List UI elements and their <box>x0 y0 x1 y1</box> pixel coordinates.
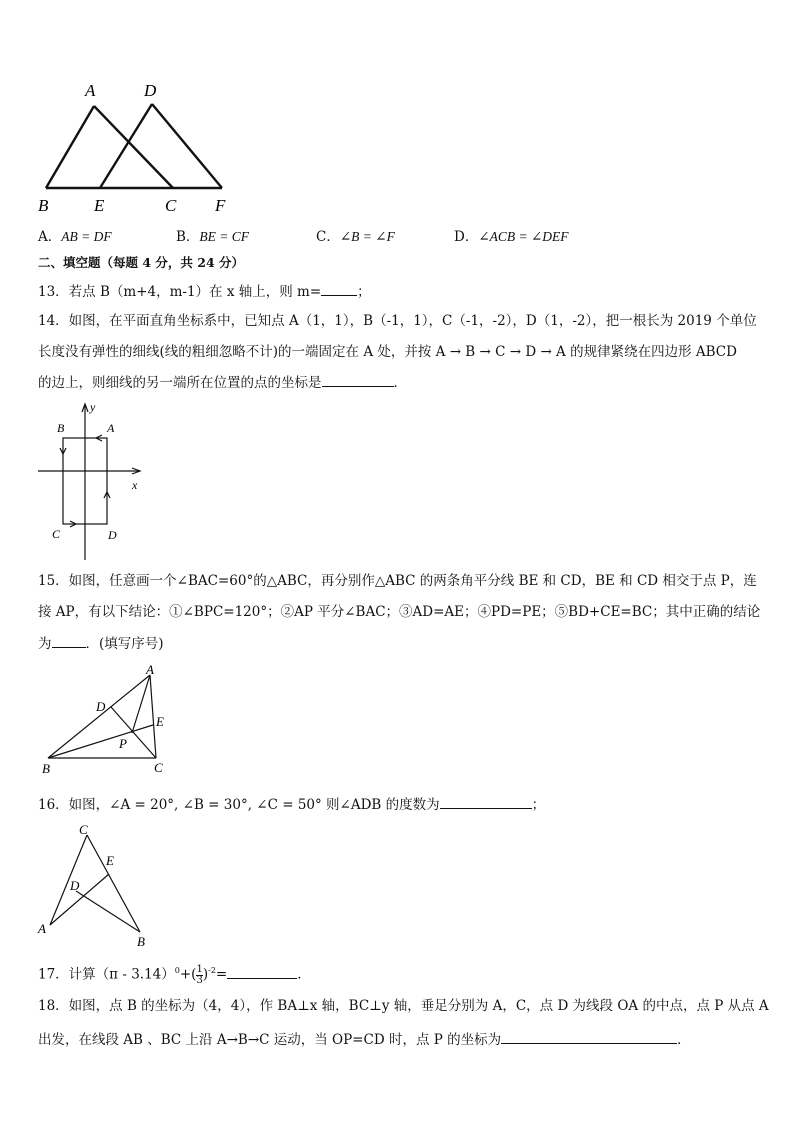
q17-text: 17．计算（π - 3.14） <box>38 966 175 983</box>
q13-end: ； <box>357 284 371 300</box>
question-13 <box>38 282 371 301</box>
q17-denominator: 3 <box>196 974 203 986</box>
q17-answer-blank[interactable] <box>227 965 297 979</box>
label-b: B <box>42 761 50 776</box>
q18-line-1: 18．如图，点 B 的坐标为（4，4），作 BA⊥x 轴，BC⊥y 轴，垂足分别为 A，C，点 D 为线段 OA 的中点，点 P 从点 A <box>38 998 769 1014</box>
segment-ae <box>50 874 109 925</box>
segment-ca <box>50 835 87 925</box>
q12-option-c[interactable]: C．∠B = ∠F <box>316 229 395 245</box>
q14-answer-blank[interactable] <box>322 373 394 387</box>
label-b: B <box>57 421 65 435</box>
label-a: A <box>38 921 46 936</box>
label-a: A <box>107 421 115 435</box>
label-p: P <box>119 736 127 751</box>
segment-cb <box>87 835 140 932</box>
q16-end: ； <box>531 797 546 813</box>
figure-q14-coordinate-plane <box>30 398 155 563</box>
segment-ab <box>46 106 94 188</box>
q16-answer-blank[interactable] <box>440 795 532 809</box>
label-y: y <box>90 400 96 414</box>
q15-end: ．(填写序号) <box>85 636 164 652</box>
q12-option-b[interactable]: B．BE = CF <box>176 229 250 245</box>
label-e: E <box>106 853 114 868</box>
q13-text: 13．若点 B（m+4，m-1）在 x 轴上，则 m= <box>38 284 322 300</box>
q17-exponent: -2 <box>208 966 216 975</box>
label-a: A <box>146 662 154 677</box>
label-b: B <box>137 934 145 949</box>
question-16 <box>38 795 545 814</box>
label-b: B <box>38 196 49 215</box>
label-c: C <box>79 822 88 837</box>
label-x: x <box>132 478 138 492</box>
label-f: F <box>215 196 226 215</box>
figure-q15-triangle <box>32 662 182 777</box>
q15-line-2: 接 AP，有以下结论：①∠BPC=120°；②AP 平分∠BAC；③AD=AE；④PD=PE；⑤BD+CE=BC；其中正确的结论 <box>38 604 761 620</box>
q15-line-3 <box>38 634 164 653</box>
label-d: D <box>70 878 80 893</box>
segment-db <box>76 891 140 932</box>
segment-ed <box>100 104 152 188</box>
q18-answer-blank[interactable] <box>501 1030 677 1044</box>
q18-end: ． <box>677 1032 691 1048</box>
segment-ap <box>132 675 150 733</box>
q17-numerator: 1 <box>196 963 203 975</box>
question-17 <box>38 962 311 986</box>
q12-options <box>38 228 569 246</box>
q12-option-a[interactable]: A．AB = DF <box>38 229 112 245</box>
label-e: E <box>156 714 164 729</box>
label-d: D <box>144 81 157 100</box>
label-c: C <box>52 527 61 541</box>
q18-text: 出发，在线段 AB 、BC 上沿 A→B→C 运动，当 OP=CD 时，点 P 的坐标为 <box>38 1032 502 1048</box>
q13-answer-blank[interactable] <box>321 282 357 296</box>
q17-exponent-zero: 0 <box>174 966 180 975</box>
q14-line-3 <box>38 373 407 392</box>
label-c: C <box>154 760 163 775</box>
label-e: E <box>94 196 105 215</box>
figure-q16-dart <box>32 822 162 950</box>
q17-end: ． <box>297 966 311 983</box>
q14-line-1: 14．如图，在平面直角坐标系中，已知点 A（1，1），B（-1，1），C（-1，-2），D（1，-2），把一根长为 2019 个单位 <box>38 313 757 329</box>
label-d: D <box>96 699 106 714</box>
q15-answer-blank[interactable] <box>52 634 86 648</box>
q14-end: ． <box>393 375 407 391</box>
q17-equals: = <box>215 966 228 983</box>
figure-q12-triangles <box>30 78 240 218</box>
label-d: D <box>108 528 117 542</box>
segment-ba <box>48 675 150 758</box>
label-a: A <box>85 81 96 100</box>
segment-cd <box>111 707 156 758</box>
q15-line-1: 15．如图，任意画一个∠BAC=60°的△ABC，再分别作△ABC 的两条角平分线 BE 和 CD，BE 和 CD 相交于点 P，连 <box>38 573 757 589</box>
q12-option-d[interactable]: D．∠ACB = ∠DEF <box>454 229 569 245</box>
q17-plus: +( <box>179 966 197 983</box>
q14-text: 的边上，则细线的另一端所在位置的点的坐标是 <box>38 375 322 391</box>
q18-line-2 <box>38 1030 691 1049</box>
segment-ac <box>94 106 173 188</box>
segment-be <box>48 725 153 758</box>
q16-text: 16．如图，∠A = 20°, ∠B = 30°, ∠C = 50° 则∠ADB 的度数为 <box>38 797 440 813</box>
q14-line-2: 长度没有弹性的细线(线的粗细忽略不计)的一端固定在 A 处，并按 A → B → C → D → A 的规律紧绕在四边形 ABCD <box>38 344 737 360</box>
label-c: C <box>165 196 177 215</box>
section-title: 二、填空题（每题 4 分，共 24 分） <box>38 255 245 270</box>
q15-text: 为 <box>38 636 52 652</box>
q17-close-paren: ) <box>202 966 209 983</box>
